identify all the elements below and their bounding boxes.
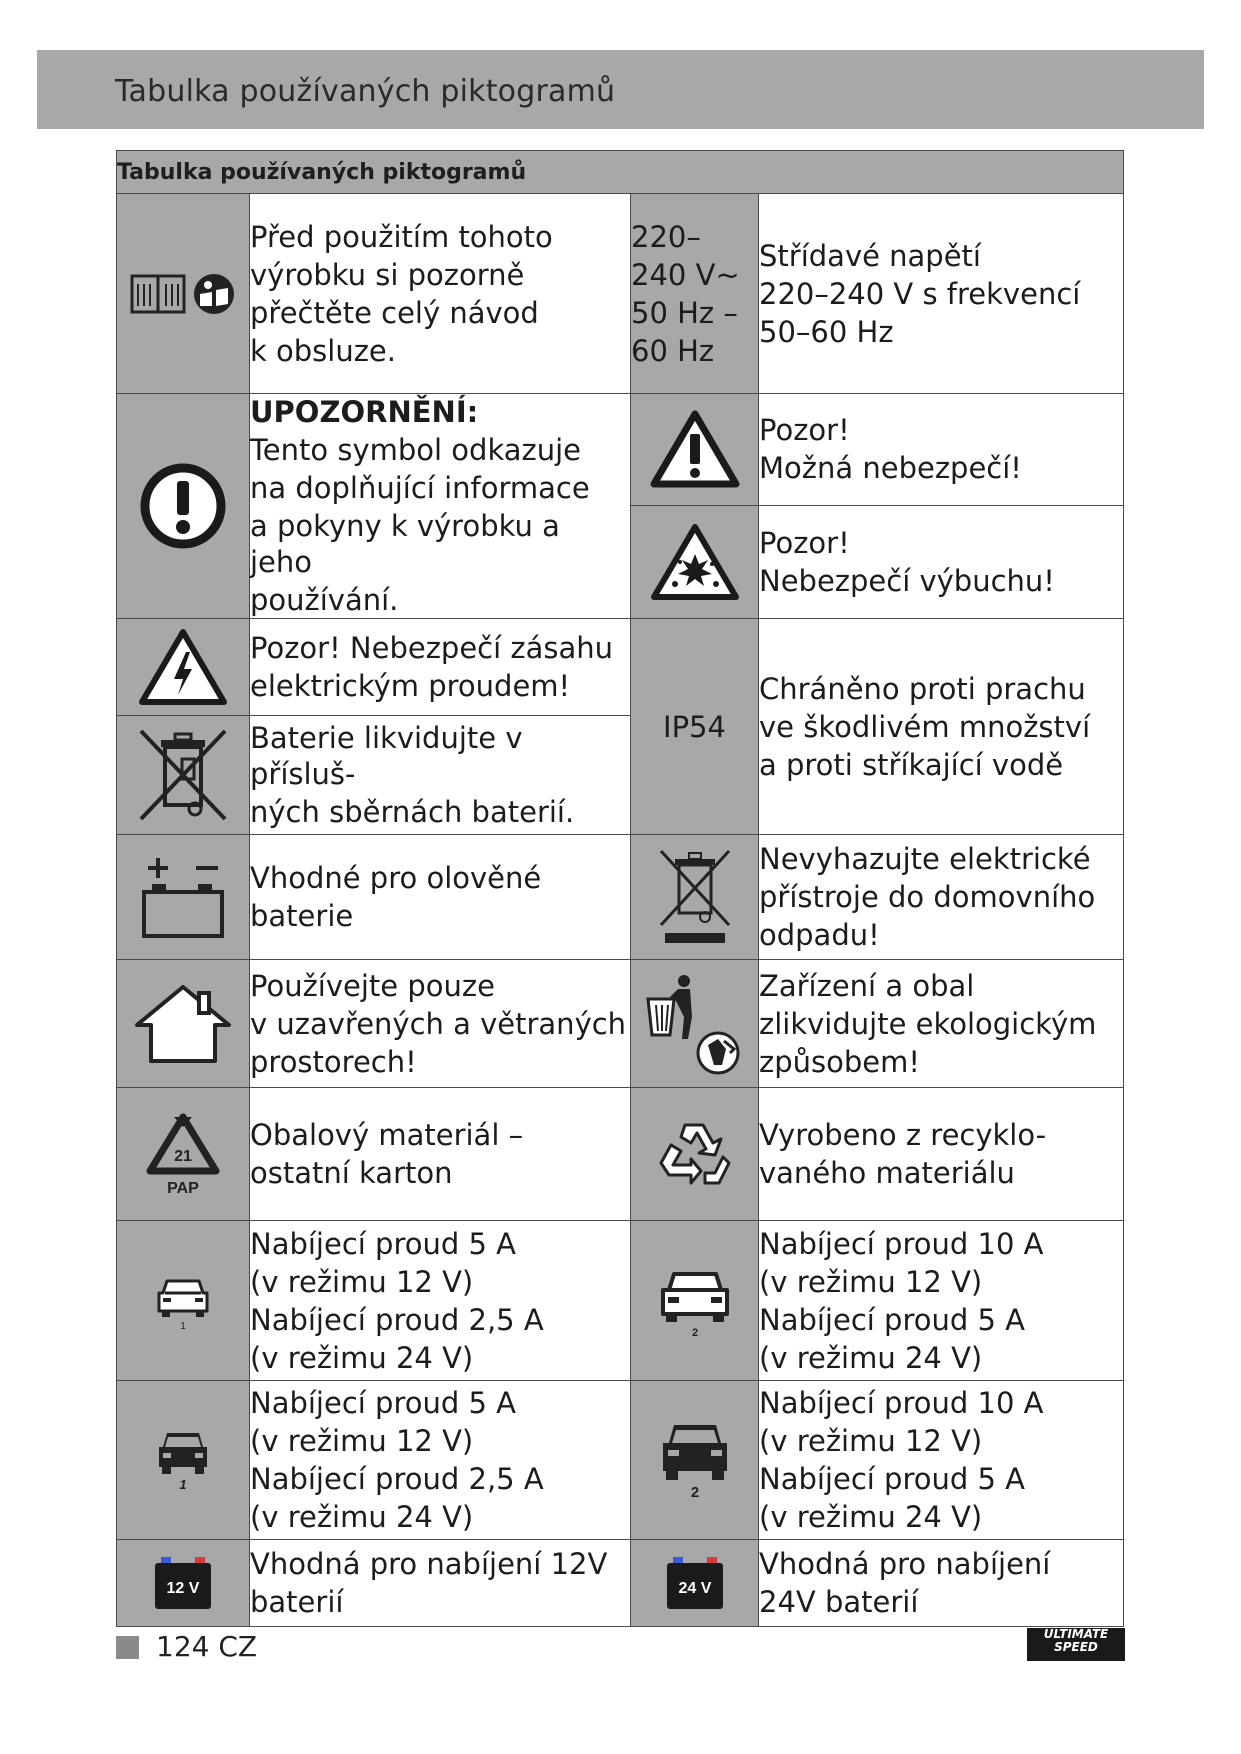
battery12-text: Vhodná pro nabíjení 12V baterií <box>250 1540 631 1627</box>
car-outline-small-icon <box>153 1271 213 1331</box>
voltage-text: Střídavé napětí 220–240 V s frekvencí 50–60 Hz <box>759 194 1124 394</box>
weee-cell <box>631 835 759 960</box>
car-filled-2-cell <box>631 1381 759 1540</box>
warning-triangle-icon <box>650 409 740 489</box>
electric-cell <box>117 619 250 716</box>
battery24-text: Vhodná pro nabíjení 24V baterií <box>759 1540 1124 1627</box>
car-filled-small-icon <box>153 1427 213 1493</box>
indoor-cell <box>117 960 250 1088</box>
pap-text: Obalový materiál – ostatní karton <box>250 1088 631 1221</box>
car-outline-large-icon <box>658 1264 732 1338</box>
car-filled-2-text: Nabíjecí proud 10 A (v režimu 12 V) Nabíjecí proud 5 A (v režimu 24 V) <box>759 1381 1124 1540</box>
indoor-text: Používejte pouze v uzavřených a větraných prostorech! <box>250 960 631 1088</box>
battery24-label: 24 V <box>678 1580 711 1597</box>
car-outline-2-number: 2 <box>691 1326 698 1338</box>
ip-text: Chráněno proti prachu ve škodlivém množství a proti stříkající vodě <box>759 619 1124 835</box>
explosion-text: Pozor! Nebezpečí výbuchu! <box>759 505 1124 618</box>
explosion-cell <box>631 505 759 618</box>
car-filled-1-cell <box>117 1381 250 1540</box>
lead-acid-battery-icon <box>138 854 228 940</box>
house-icon <box>133 981 233 1067</box>
battery12-cell <box>117 1540 250 1627</box>
voltage-label: 220– 240 V~ 50 Hz – 60 Hz <box>631 194 759 394</box>
notice-text: UPOZORNĚNÍ: Tento symbol odkazuje na doplňující informace a pokyny k výrobku a jeho používání. <box>250 394 631 619</box>
battery-24v-icon <box>663 1553 727 1613</box>
recycled-text: Vyrobeno z recyklo- vaného materiálu <box>759 1088 1124 1221</box>
eco-cell <box>631 960 759 1088</box>
eco-disposal-icon <box>640 969 750 1079</box>
car-outline-1-number: 1 <box>180 1320 186 1331</box>
footer-marker <box>116 1636 139 1659</box>
battery24-cell <box>631 1540 759 1627</box>
pap-label: PAP <box>167 1180 199 1197</box>
exclamation-circle-icon <box>138 461 228 551</box>
table-heading: Tabulka používaných piktogramů <box>117 151 1124 194</box>
electric-text: Pozor! Nebezpečí zásahu elektrickým proudem! <box>250 619 631 716</box>
recycle-icon <box>655 1117 735 1191</box>
ip-label: IP54 <box>631 619 759 835</box>
page-title: Tabulka používaných piktogramů <box>115 74 616 109</box>
car-outline-1-text: Nabíjecí proud 5 A (v režimu 12 V) Nabíjecí proud 2,5 A (v režimu 24 V) <box>250 1221 631 1381</box>
manual-text: Před použitím tohoto výrobku si pozorně přečtěte celý návod k obsluze. <box>250 194 631 394</box>
car-outline-2-text: Nabíjecí proud 10 A (v režimu 12 V) Nabíjecí proud 5 A (v režimu 24 V) <box>759 1221 1124 1381</box>
page-number: 124 CZ <box>156 1630 258 1663</box>
pap-code: 21 <box>174 1148 192 1165</box>
manual-cell <box>117 194 250 394</box>
brand-logo: ULTIMATE SPEED <box>1027 1628 1125 1661</box>
crossed-bin-battery-icon <box>135 725 231 825</box>
car-filled-1-number: 1 <box>179 1477 187 1492</box>
car-outline-1-cell <box>117 1221 250 1381</box>
battery-12v-icon <box>151 1553 215 1613</box>
recycled-cell <box>631 1088 759 1221</box>
page-header <box>37 50 1204 129</box>
battery12-label: 12 V <box>166 1580 200 1597</box>
electric-shock-icon <box>138 627 228 707</box>
pap-recycling-icon <box>138 1109 228 1199</box>
notice-cell <box>117 394 250 619</box>
battery-dispose-text: Baterie likvidujte v přísluš- ných sběrnách baterií. <box>250 716 631 835</box>
weee-crossed-bin-icon <box>655 847 735 947</box>
pictogram-table <box>116 150 1124 1627</box>
warning-cell <box>631 394 759 506</box>
car-filled-large-icon <box>658 1419 732 1501</box>
battery-dispose-cell <box>117 716 250 835</box>
eco-text: Zařízení a obal zlikvidujte ekologickým způsobem! <box>759 960 1124 1088</box>
pap-cell <box>117 1088 250 1221</box>
car-filled-2-number: 2 <box>690 1484 699 1501</box>
weee-text: Nevyhazujte elektrické přístroje do domovního odpadu! <box>759 835 1124 960</box>
car-filled-1-text: Nabíjecí proud 5 A (v režimu 12 V) Nabíjecí proud 2,5 A (v režimu 24 V) <box>250 1381 631 1540</box>
warning-text: Pozor! Možná nebezpečí! <box>759 394 1124 506</box>
read-manual-icon <box>128 264 238 324</box>
lead-acid-text: Vhodné pro olověné baterie <box>250 835 631 960</box>
lead-acid-cell <box>117 835 250 960</box>
car-outline-2-cell <box>631 1221 759 1381</box>
explosion-warning-icon <box>650 522 740 602</box>
